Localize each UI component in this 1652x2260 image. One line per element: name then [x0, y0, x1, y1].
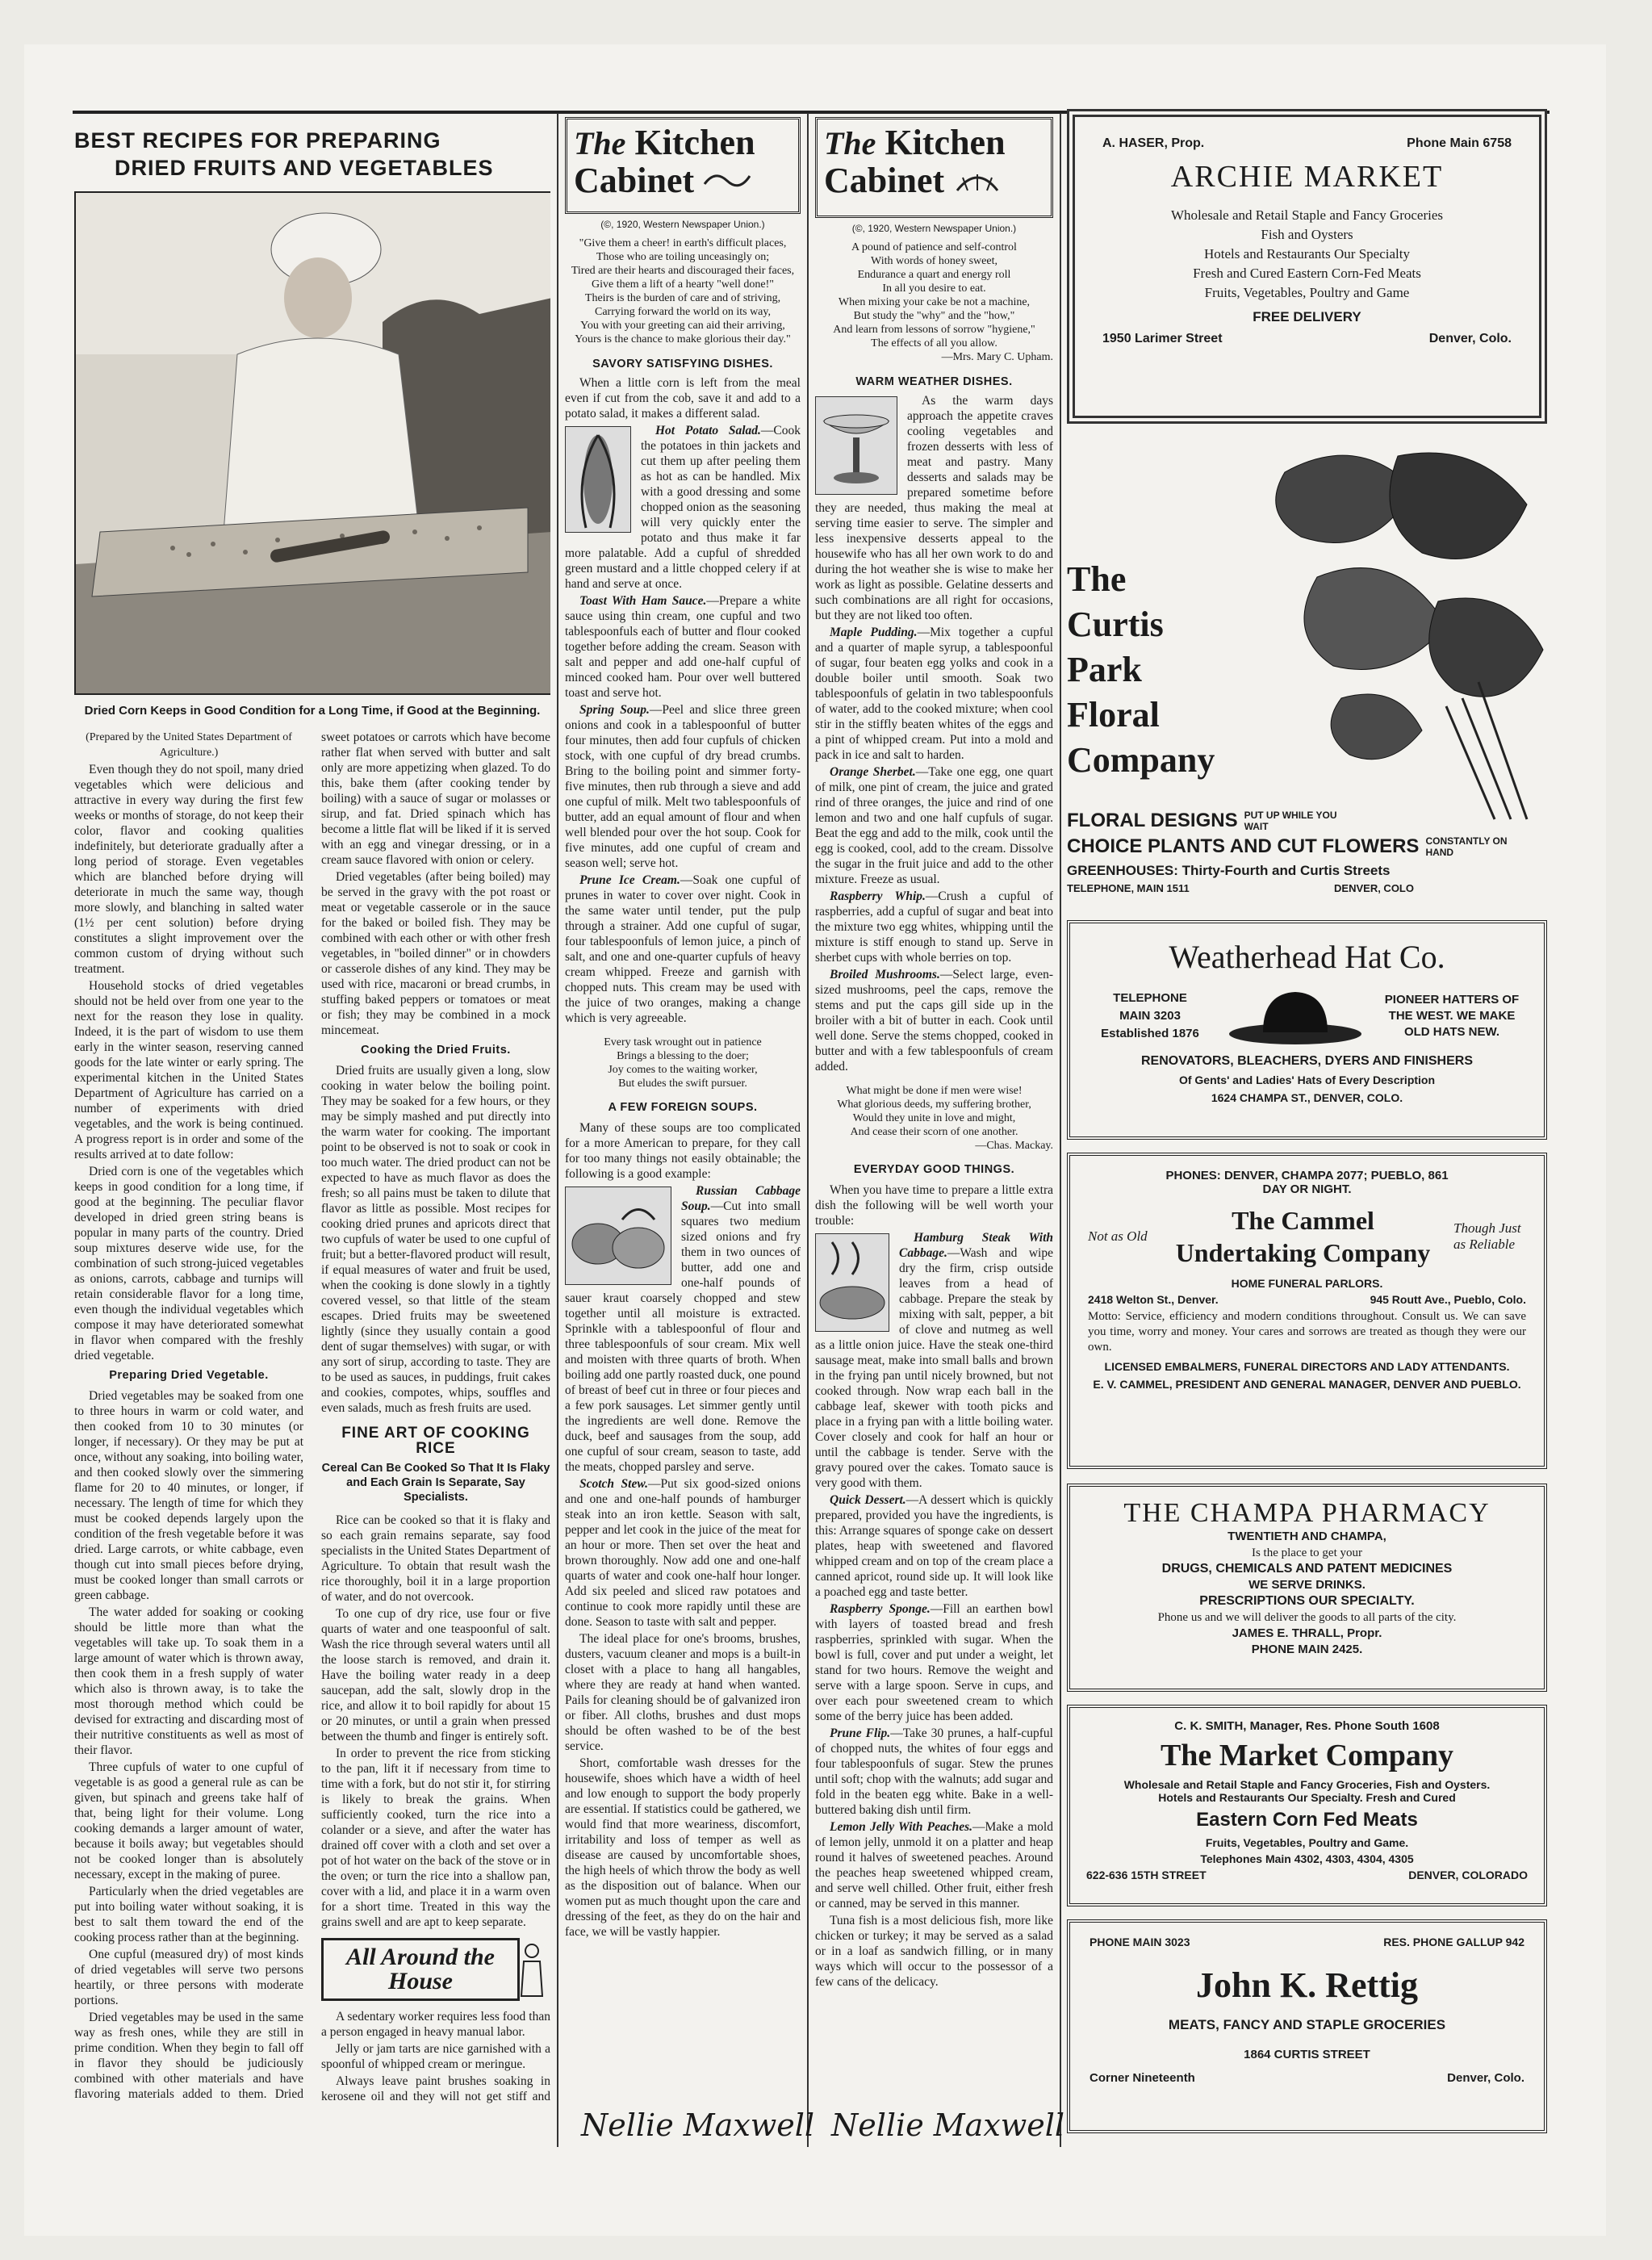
text-col4-p12: Tuna fish is a most delicious fish, more like chicken or turkey; it may be served as a salad or in a loaf as sandwich filling, or in many ways which will occur to the possessor of a few cans of the delicacy. — [815, 1914, 1053, 1989]
text-col1-around_p3: Always leave paint brushes soaking in kerosene oil and they will not get stiff and — [321, 2074, 550, 2103]
text-col1-headline2: DRIED FRUITS AND VEGETABLES — [115, 156, 494, 180]
text-col4-p3: —Take one egg, one quart of milk, one pint of cream, the juice and grated rind of three oranges, the juice and rind of one lemon and two and one half cupfuls of sugar. Beat the egg and add to the milk, cook until the egg is cooked, cool, add to the cream. Dissolve the sugar in the fruit juice and add to the other mixture. Freeze as usual. — [815, 765, 1053, 886]
article-body — [74, 730, 550, 2114]
text-ads-archie-line3: Hotels and Restaurants Our Specialty — [1204, 246, 1410, 262]
housewife-icon — [520, 1941, 544, 1998]
text-ads-curtis-city: DENVER, COLO — [1334, 882, 1414, 894]
text-col4-poem-2: Endurance a quart and energy roll — [857, 269, 1011, 281]
text-col4-poem-7: The effects of all you allow. — [871, 337, 997, 349]
text-col3-poem2-3: But eludes the swift pursuer. — [618, 1078, 747, 1090]
text-ads-cammel-though: Though Just as Reliable — [1453, 1220, 1521, 1252]
text-col4-poem-1: With words of honey sweet, — [871, 255, 997, 267]
text-col4-poem2-2: Would they unite in love and might, — [852, 1112, 1016, 1124]
text-ads-archie-line4: Fresh and Cured Eastern Corn-Fed Meats — [1193, 266, 1421, 281]
text-col3-p8: —Put six good-sized onions and one and one-half pounds of hamburger steak into an iron kettle. Season with salt, pepper and let cook in the juice of the meat for an hour or more. Then set over the heat and brown thoroughly. Now add one and one-half quarts of water and cook one-half hour longer. Add six peeled and sliced raw potatoes and continue to cook more rapidly until these are done. Season to taste with salt and pepper. — [565, 1477, 801, 1629]
text-col3-p4: —Peel and slice three green onions and cook in a tablespoonful of butter four minutes, then add four cupfuls of chicken stock, with one cupful of dry bread crumbs. Bring to the boiling point and simmer forty-five minutes, then rub through a sieve and add one cupful of milk. Melt two tablespoonfuls of butter, add an equal amount of flour and when well blended pour over the hot soup. Cook for five minutes, add one cupful of cream and season well; serve hot. — [565, 703, 801, 870]
steaming-dish-illustration — [815, 1233, 889, 1332]
column-rule — [807, 113, 809, 2147]
text-col3-poem-1: Those who are toiling unceasingly on; — [596, 251, 770, 263]
text-ads-rettig-street: 1864 CURTIS STREET — [1244, 2048, 1370, 2061]
text-ads-curtis-constantly: CONSTANTLY ON HAND — [1425, 835, 1508, 858]
text-col4-p1: As the warm days approach the appetite craves cooling vegetables and frozen desserts with less of meat and pastry. Many desserts and salads may be prepared sometime before they are needed, thus making the meal at serving time easier to serve. The simpler and less inexpensive desserts appeal to the housewife who has all her own work to do and during the hot weather she is wise to make her work as light as possible. Gelatine desserts and such combinations are all right for occasions, but they are not liked too often. — [815, 394, 1053, 622]
text-col4-copyright: (©, 1920, Western Newspaper Union.) — [851, 223, 1017, 234]
text-ads-curtis-greenhouses: GREENHOUSES: Thirty-Fourth and Curtis Streets — [1067, 863, 1391, 878]
text-col3-poem-3: Give them a lift of a hearty "well done!" — [591, 278, 775, 291]
text-ads-market-eastern: Eastern Corn Fed Meats — [1196, 1809, 1418, 1831]
text-col4-poem-6: And learn from lessons of sorrow "hygiene," — [833, 324, 1035, 336]
text-ads-cammel-addr2: 945 Routt Ave., Pueblo, Colo. — [1370, 1293, 1526, 1306]
signature-nellie-maxwell: Nellie Maxwell — [831, 2107, 1065, 2143]
article-headline — [74, 127, 550, 182]
soup-kettles-illustration — [565, 1186, 671, 1285]
text-col4-p10: —Take 30 prunes, a half-cupful of chopped nuts, the whites of four eggs and four tablespoonfuls of sugar. Stew the prunes until soft; chop with the walnuts; add sugar and fold in the beaten egg white. Bake in a well-buttered baking dish until firm. — [815, 1726, 1053, 1817]
text-ads-weatherhead-address: 1624 CHAMPA ST., DENVER, COLO. — [1211, 1091, 1403, 1104]
text-ads-archie-line5: Fruits, Vegetables, Poultry and Game — [1204, 285, 1410, 300]
photo-dried-corn — [74, 191, 550, 695]
text-col1-around_p2: Jelly or jam tarts are nice garnished with a spoonful of whipped cream or meringue. — [321, 2042, 550, 2071]
all-around-the-house-heading — [321, 1938, 550, 2001]
text-ads-rettig-meats: MEATS, FANCY AND STAPLE GROCERIES — [1168, 2017, 1446, 2032]
text-col4-p9_run: Raspberry Sponge. — [830, 1602, 931, 1616]
text-ads-market-address: 622-636 15TH STREET — [1086, 1869, 1207, 1881]
text-col3-poem2-0: Every task wrought out in patience — [604, 1036, 762, 1048]
text-col3-poem-0: "Give them a cheer! in earth's difficult places, — [579, 237, 787, 249]
rice-headline: FINE ART OF COOKING RICE — [341, 1425, 530, 1457]
text-col4-poem2-4: —Chas. Mackay. — [975, 1140, 1053, 1152]
text-col3-poem2-1: Brings a blessing to the doer; — [617, 1050, 749, 1062]
text-ads-curtis-designs: FLORAL DESIGNS — [1067, 810, 1238, 831]
text-col4-poem-0: A pound of patience and self-control — [851, 241, 1017, 253]
text-ads-archie-free: FREE DELIVERY — [1253, 309, 1361, 324]
text-col3-poem2-2: Joy comes to the waiting worker, — [608, 1064, 758, 1076]
recipes-body — [565, 375, 801, 1940]
text-col4-p2_run: Maple Pudding. — [830, 626, 918, 639]
text-col1-p1: Even though they do not spoil, many dried vegetables which were delicious and attractive in every way during the first few weeks or months of storage, do not keep their color, flavor and cooking qualities indefinitely, but deteriorate gradually after a long period of storage. Even vegetables which are blanched before drying will deteriorate in much the same way, though more slowly, and blanching in salted water (1½ per cent solution) before drying constitutes a slight improvement over the common custom of drying without such treatment. — [74, 763, 303, 976]
text-col3-copyright: (©, 1920, Western Newspaper Union.) — [600, 219, 765, 230]
text-col3-kc_title1: Kitchen — [885, 123, 1006, 162]
text-col4-p2: —Mix together a cupful and a quarter of maple syrup, a tablespoonful of sugar, four beaten egg yolks and cook in a double boiler until smooth. Soak two tablespoonfuls of gelatin in two tablespoonfuls of water, add to the cooked mixture; when cool stir in the stiffly beaten whites of the eggs and a pint of whipped cream. Put into a mold and pack in ice and salt to harden. — [815, 626, 1053, 762]
text-col4-p4: —Crush a cupful of raspberries, add a cupful of sugar and beat into the mixture two egg whites, whipping until the mixture is stiff enough to stand up. Serve in sherbet cups with whole berries on top. — [815, 889, 1053, 965]
scroll-ornament-icon — [703, 168, 751, 192]
text-ads-archie-line2: Fish and Oysters — [1261, 227, 1353, 242]
column-rule — [1060, 113, 1061, 2147]
corn-illustration — [565, 426, 631, 533]
text-col4-p11: —Make a mold of lemon jelly, unmold it on a platter and heap round it halves of sweetened peaches. Around the peaches heap sweetened whipped cream, and serve well chilled. Other fruit, either fresh or canned, may be served in this manner. — [815, 1820, 1053, 1911]
text-col4-head2: EVERYDAY GOOD THINGS. — [853, 1163, 1015, 1176]
text-col1-headline1: BEST RECIPES FOR PREPARING — [74, 128, 441, 153]
ad-cammel-undertaking — [1067, 1153, 1547, 1469]
photo-caption: Dried Corn Keeps in Good Condition for a Long Time, if Good at the Beginning. — [84, 704, 541, 718]
text-ads-market-name: The Market Company — [1160, 1739, 1454, 1772]
text-col3-p5_run: Prune Ice Cream. — [579, 873, 680, 887]
text-col1-around_title: All Around the House — [321, 1938, 520, 2001]
ad-john-rettig — [1067, 1919, 1547, 2133]
text-ads-archie-line1: Wholesale and Retail Staple and Fancy Groceries — [1170, 207, 1444, 223]
text-col3-p1: When a little corn is left from the meal even if cut from the cob, save it and add to a potato salad, it makes a different salad. — [565, 376, 801, 421]
text-ads-champa-prescriptions: PRESCRIPTIONS OUR SPECIALTY. — [1199, 1594, 1415, 1608]
text-col1-around_p1: A sedentary worker requires less food than a person engaged in heavy manual labor. — [321, 2010, 550, 2039]
text-ads-curtis-l4: Company — [1067, 740, 1215, 780]
text-ads-market-fruits: Fruits, Vegetables, Poultry and Game. — [1205, 1836, 1409, 1849]
text-col3-kc_the: The — [574, 125, 626, 161]
text-col3-p7: —Cut into small squares two medium sized onions and fry them in two ounces of butter, add one and one-half pounds of sauer kraut coarsely chopped and stew together until all moisture is extracted. Sprinkle with a tablespoonful of flour and three tablespoonfuls of sour cream. Mix well and moisten with three quarts of broth. When boiling add one partly roasted duck, one pound of breast of beef cut in three or four pieces and a few pork sausages. Let simmer gently until the ingredients are well done. Remove the duck, beef and sausages from the soup, add one cupful of sour cream, season to taste, add the meats, chopped parsley and serve. — [565, 1199, 801, 1474]
text-col4-p3_run: Orange Sherbet. — [830, 765, 916, 779]
text-col1-p9: Dried vegetables may be used in the same way as fresh ones, while they are still in prime condition. When they begin to fall off in flavor they should be judiciously combined with other materials and have flavoring materials added to them. Dried sweet potatoes or carrots which have become rather flat when served with butter and salt only are more appetizing when glazed. To do this, bake them (after cooking tender by boiling) with a sauce of sugar or molasses or sirup, and fat. Dried spinach which has become a little flat will be liked if it is served with an egg and vinegar dressing, or in a cream sauce flavored with onion or celery. — [74, 730, 550, 2101]
text-col3-p4_run: Spring Soup. — [579, 703, 650, 717]
text-ads-curtis-l1: Curtis — [1067, 605, 1164, 644]
text-ads-market-city: DENVER, COLORADO — [1408, 1869, 1528, 1881]
text-ads-archie-phone: Phone Main 6758 — [1407, 136, 1512, 150]
text-ads-champa-thrall: JAMES E. THRALL, Propr. — [1232, 1626, 1382, 1640]
text-col3-head2: A FEW FOREIGN SOUPS. — [608, 1101, 758, 1114]
text-col3-kc_title2: Cabinet — [824, 161, 945, 200]
text-col4-p5_run: Broiled Mushrooms. — [830, 968, 940, 981]
text-ads-curtis-l2: Park — [1067, 650, 1142, 689]
text-ads-champa-drinks: WE SERVE DRINKS. — [1248, 1578, 1366, 1592]
poem — [815, 241, 1053, 364]
text-ads-curtis-putup: PUT UP WHILE YOU WAIT — [1244, 810, 1337, 832]
ad-champa-pharmacy — [1067, 1484, 1547, 1692]
text-ads-weatherhead-pioneer: PIONEER HATTERS OF THE WEST. WE MAKE OLD HATS NEW. — [1384, 992, 1520, 1039]
column-rule — [557, 113, 558, 2147]
text-col3-p10: Short, comfortable wash dresses for the housewife, shoes which have a width of heel and low enough to support the body properly are essential. If statistics could be gathered, we would find that more weariness, discomfort, irritability and loss of temper as well as disease are caused by uncomfortable shoes, the high heels of which throw the body as well as the disposition out of balance. When our women put as much thought upon the care and dressing of the feet, as they do on the hair and face, we will be vastly happier. — [565, 1756, 801, 1939]
text-ads-weatherhead-of: Of Gents' and Ladies' Hats of Every Description — [1178, 1074, 1436, 1086]
text-ads-cammel-addr1: 2418 Welton St., Denver. — [1088, 1293, 1219, 1306]
text-ads-curtis-telephone: TELEPHONE, MAIN 1511 — [1067, 882, 1190, 894]
text-col3-poem-5: Carrying forward the world on its way, — [595, 306, 771, 318]
text-col1-p5: The water added for soaking or cooking should be little more than what the vegetables will take up. To soak them in a large amount of water which is thrown away, then cook them in a fresh supply of water which also is thrown away, is to take the most thorough method which could be devised for extracting and discarding most of their nutritive constituents as well as most of their flavor. — [74, 1605, 303, 1757]
text-col4-poem2-0: What might be done if men were wise! — [846, 1085, 1023, 1097]
text-col1-p3: Dried corn is one of the vegetables which keeps in good condition for a long time, if good at the beginning. The peculiar flavor developed in dried green string beans is popular in many parts of the country. Dried soup mixtures deserve wide use, for the combination of such strong-juiced vegetables as onions, carrots, cabbage and turnips will retain considerable flavor for a long time, even though the individual vegetables which compose it may have deteriorated somewhat in flavor when compared with the freshly dried vegetable. — [74, 1165, 303, 1362]
text-ads-weatherhead-telephone: TELEPHONE — [1113, 990, 1187, 1005]
text-ads-rettig-phone: PHONE MAIN 3023 — [1089, 1936, 1190, 1948]
text-col1-p2: Household stocks of dried vegetables should not be held over from one year to the next for the reason they lose in quality. Indeed, it is the part of wisdom to use them early in the winter season, reserving canned goods for the late winter or early spring. The experimental kitchen in the United States Department of Agriculture has carried on a number of experiments with dried vegetables, and the work is being continued. A progress report is in order and some of the results arrived at to date follow: — [74, 979, 303, 1161]
text-col4-head1: WARM WEATHER DISHES. — [855, 375, 1013, 388]
text-ads-cammel-phones: PHONES: DENVER, CHAMPA 2077; PUEBLO, 861 — [1165, 1169, 1449, 1182]
text-col3-kc_title1: Kitchen — [634, 123, 755, 162]
text-ads-market-line1: Wholesale and Retail Staple and Fancy Groceries, Fish and Oysters. — [1123, 1778, 1491, 1791]
text-col4-p10_run: Prune Flip. — [830, 1726, 891, 1740]
text-ads-market-telephones: Telephones Main 4302, 4303, 4304, 4305 — [1200, 1852, 1414, 1865]
text-col3-p6: Many of these soups are too complicated for a more American to prepare, for they call for too many things not easily obtainable; the following is a good example: — [565, 1121, 801, 1181]
text-col4-p7_run: Hamburg Steak With Cabbage. — [899, 1231, 1053, 1260]
text-col4-p7: —Wash and wipe dry the firm, crisp outside leaves from a head of cabbage. Prepare the steak by mixing with salt, pepper, a bit of clove and nutmeg as well as a little onion juice. Have the steak one-third sausage meat, make into small balls and brown in the frying pan until nicely browned, but not cooked through. Now wrap each ball in the cabbage leaf, skewer with tooth picks and place in a frying pan with a little boiling water. Cover closely and cook for half an hour or until the cabbage is tender. Serve with the gravy poured over the cakes. Tomato sauce is very good with them. — [815, 1246, 1053, 1490]
text-ads-champa-twentieth: TWENTIETH AND CHAMPA, — [1227, 1530, 1386, 1543]
hat-icon — [1227, 986, 1364, 1046]
text-col4-p9: —Fill an earthen bowl with layers of toasted bread and fresh raspberries, sprinkled with sugar. When the bowl is full, cover and put under a weight, let stand for two hours. Remove the weight and serve with a large spoon. Serve in cups, and over each pour sweetened cream to which some of the berry juice has been added. — [815, 1602, 1053, 1723]
text-ads-cammel-president: E. V. CAMMEL, PRESIDENT AND GENERAL MANAGER, DENVER AND PUEBLO. — [1093, 1378, 1521, 1391]
text-col4-poem-5: But study the "why" and the "how," — [853, 310, 1015, 322]
text-col3-p9: The ideal place for one's brooms, brushes, dusters, vacuum cleaner and mops is a built-in closet with a place to hang all hangables, where they are ready at hand when wanted. Pails for cleaning should be of galvanized iron or fiber. All cloths, brushes and dust mops should be often washed to be of the best service. — [565, 1632, 801, 1753]
text-ads-weatherhead-name: Weatherhead Hat Co. — [1169, 939, 1445, 975]
text-ads-market-manager: C. K. SMITH, Manager, Res. Phone South 1608 — [1174, 1719, 1440, 1733]
text-col3-p8_run: Scotch Stew. — [579, 1477, 648, 1491]
text-col3-poem-7: Yours is the chance to make glorious their day." — [575, 333, 791, 345]
ad-curtis-park-floral — [1067, 440, 1547, 904]
text-col4-poem-4: When mixing your cake be not a machine, — [838, 296, 1031, 308]
text-col3-p3: —Prepare a white sauce using thin cream, one cupful and two tablespoonfuls each of butter and flour cooked together before adding the cream. Season with salt and pepper and add one-half cupful of minced cooked ham. Pour over well buttered toast and serve hot. — [565, 594, 801, 700]
text-col3-p5: —Soak one cupful of prunes in water to cover over night. Cook in the same water until tender, put the pulp through a strainer. Add one cupful of sugar, four tablespoonfuls of lemon juice, a pinch of salt, and one and one-quarter cupfuls of heavy cream whipped. Freeze and garnish with chopped nuts. This cream may be used with the juice of two oranges, making a change which is very agreeable. — [565, 873, 801, 1025]
text-ads-rettig-name: John K. Rettig — [1196, 1965, 1418, 2005]
ad-market-company — [1067, 1705, 1547, 1906]
text-ads-cammel-not: Not as Old — [1088, 1228, 1148, 1244]
article-kitchen-cabinet-2 — [815, 117, 1053, 2143]
text-col1-p10: Dried vegetables (after being boiled) may be served in the gravy with the pot roast or meat or vegetable casserole or in the sauce for the baked or boiled fish. They may be combined with each other or with other fresh vegetables, in "boiled dinner" or in chowders or casserole dishes of any kind. They may be used with rice, macaroni or bread crumbs, in stuffing baked peppers or tomatoes or meat or fish; they may be combined in a mock mincemeat. — [321, 870, 550, 1037]
text-col3-kc_title2: Cabinet — [574, 161, 695, 200]
text-ads-curtis-l3: Floral — [1067, 695, 1160, 734]
text-col4-poem-8: —Mrs. Mary C. Upham. — [941, 351, 1053, 363]
text-ads-curtis-the: The — [1067, 559, 1127, 599]
woman-drying-corn-illustration — [76, 193, 550, 693]
text-col4-poem2-3: And cease their scorn of one another. — [850, 1126, 1018, 1138]
text-col3-p7_run: Russian Cabbage Soup. — [681, 1184, 801, 1213]
text-col1-sub2: Cooking the Dried Fruits. — [361, 1044, 511, 1057]
poem — [565, 236, 801, 346]
text-ads-champa-place: Is the place to get your — [1251, 1546, 1363, 1559]
text-col4-p5: —Select large, even-sized mushrooms, peel the caps, remove the stems and put the caps gill side up in the broiler with a bit of butter in each. Cook until well done. Serve the stems chopped, cooked in butter and with a few tablespoonfuls of cream added. — [815, 968, 1053, 1074]
ad-archie-market — [1067, 109, 1547, 424]
text-col4-p6: When you have time to prepare a little extra dish the following will be well worth your trouble: — [815, 1183, 1053, 1228]
article-kitchen-cabinet-1 — [565, 117, 801, 2143]
text-col3-poem-6: You with your greeting can aid their arriving, — [580, 320, 785, 332]
text-col1-p7: Particularly when the dried vegetables are put into boiling water without soaking, it is best to salt them toward the end of the cooking process rather than at the beginning. — [74, 1885, 303, 1944]
text-ads-champa-drugs: DRUGS, CHEMICALS AND PATENT MEDICINES — [1161, 1562, 1453, 1576]
text-ads-cammel-home: HOME FUNERAL PARLORS. — [1231, 1277, 1383, 1290]
fan-ornament-icon — [953, 168, 1002, 192]
text-col3-kc_the: The — [824, 125, 876, 161]
article-dried-fruits — [74, 117, 550, 2135]
text-ads-curtis-choice: CHOICE PLANTS AND CUT FLOWERS — [1067, 835, 1420, 857]
text-ads-weatherhead-main: MAIN 3203 — [1119, 1008, 1181, 1023]
kitchen-cabinet-logo — [565, 117, 801, 214]
text-ads-champa-name: THE CHAMPA PHARMACY — [1123, 1498, 1491, 1528]
text-col1-sub1: Preparing Dried Vegetable. — [109, 1369, 269, 1382]
text-ads-cammel-daynight: DAY OR NIGHT. — [1262, 1182, 1352, 1196]
text-ads-weatherhead-renovators: RENOVATORS, BLEACHERS, DYERS AND FINISHERS — [1140, 1054, 1473, 1068]
text-ads-weatherhead-established: Established 1876 — [1101, 1026, 1199, 1040]
text-col4-poem-3: In all you desire to eat. — [882, 282, 986, 295]
text-ads-rettig-res: RES. PHONE GALLUP 942 — [1383, 1936, 1524, 1948]
text-col1-p8: One cupful (measured dry) of most kinds of dried vegetables will serve two persons heartily, or three persons with moderate portions. — [74, 1948, 303, 2007]
text-ads-champa-phone_us: Phone us and we will deliver the goods to all parts of the city. — [1157, 1611, 1457, 1624]
text-ads-cammel-name2: Undertaking Company — [1175, 1238, 1431, 1267]
text-ads-archie-city: Denver, Colo. — [1428, 332, 1512, 345]
signature-nellie-maxwell: Nellie Maxwell — [581, 2107, 815, 2143]
text-col3-head1: SAVORY SATISFYING DISHES. — [592, 358, 773, 370]
text-col4-p11_run: Lemon Jelly With Peaches. — [830, 1820, 973, 1834]
text-ads-archie-address: 1950 Larimer Street — [1102, 332, 1223, 345]
text-col1-rice_p2: To one cup of dry rice, use four or five quarts of water and one teaspoonful of salt. Wash the rice through several waters until all the loose starch is removed, and drain it. Have the boiling water ready in a deep saucepan, add the salt, slowly drop in the rice, and allow it to boil rapidly for about 15 or 20 minutes, or until a grain when pressed between the thumb and finger is entirely soft. — [321, 1607, 550, 1743]
text-col1-p11: Dried fruits are usually given a long, slow cooking in water below the boiling point. They may be soaked for a few hours, or they may be simply mashed and put directly into the warm water for cooking. The important point to be observed is not to soak or cook in too much water. The dried product can not be expected to have as much flavor as does the fresh; so all pains must be taken to dilute that flavor as little as possible. Most recipes for cooking dried prunes and apricots direct that two cupfuls of water be used to one cupful of fruit; but a better-flavored product will result, if equal measures of water and fruit be used, when the cooking is done slowly in a tightly covered vessel, so that little of the steam escapes. Dried fruits may be sweetened lightly (since they usually contain a good dent of sugar themselves) with sugar, or with any sort of sirup, according to taste. They are to be used as sauces, in puddings, fruit cakes and cookies, compotes, whips, souffles and even salads, much as fresh fruits are used. — [321, 1064, 550, 1415]
sherbet-glass-illustration — [815, 396, 897, 495]
text-ads-cammel-licensed: LICENSED EMBALMERS, FUNERAL DIRECTORS AND LADY ATTENDANTS. — [1104, 1360, 1510, 1373]
text-col4-p8_run: Quick Dessert. — [830, 1493, 906, 1507]
text-col3-poem-4: Theirs is the burden of care and of striving, — [584, 292, 781, 304]
text-col3-p2_run: Hot Potato Salad. — [655, 424, 761, 437]
ad-weatherhead-hat — [1067, 920, 1547, 1140]
text-col3-p2: —Cook the potatoes in thin jackets and cut them up after peeling them as hot as can be handled. Mix with a good dressing and some chopped onion as the seasoning will very quickly enter the potato and thus make it far more palatable. Add a cupful of shredded green mustard and a little chopped celery if at hand and serve at once. — [565, 424, 801, 591]
text-col1-p4: Dried vegetables may be soaked from one to three hours in warm or cold water, and then cooked from 10 to 30 minutes (or longer, if necessary). Or they may be put at once, without any soaking, into boiling water, and then cooked slowly over the simmering flame for 20 to 40 minutes, or longer, if necessary. The length of time for which they must be cooked depends largely upon the condition of the fresh vegetable before it was dried. Large carrots, or white cabbage, even though cut into small pieces before drying, must be cooked longer than small carrots or green cabbage. — [74, 1389, 303, 1602]
text-col1-rice_p1: Rice can be cooked so that it is flaky and so each grain remains separate, say food specialists in the United States Department of Agriculture. To obtain that result wash the rice thoroughly, boil it in a large proportion of water, and do not overcook. — [321, 1513, 550, 1604]
text-ads-cammel-name1: The Cammel — [1232, 1206, 1374, 1235]
text-col3-p3_run: Toast With Ham Sauce. — [579, 594, 707, 608]
kitchen-cabinet-logo — [815, 117, 1053, 218]
rice-deck: Cereal Can Be Cooked So That It Is Flaky and Each Grain Is Separate, Say Specialists. — [321, 1462, 550, 1504]
text-ads-market-line2: Hotels and Restaurants Our Specialty. Fresh and Cured — [1158, 1791, 1456, 1804]
text-col1-prepared: (Prepared by the United States Department of Agriculture.) — [86, 731, 292, 759]
text-col3-poem-2: Tired are their hearts and discouraged their faces, — [571, 265, 795, 277]
flower-bouquet-illustration — [1236, 440, 1547, 827]
text-ads-champa-phone: PHONE MAIN 2425. — [1251, 1643, 1363, 1656]
text-col4-p4_run: Raspberry Whip. — [830, 889, 926, 903]
text-ads-archie-name: ARCHIE MARKET — [1170, 160, 1444, 194]
text-col1-rice_p3: In order to prevent the rice from sticking to the pan, lift it if necessary from time to time with a fork, but do not stir it, for stirring is likely to break the grains. When sufficiently cooked, turn the rice into a colander or a sieve, and after the water has drained off cover with a cloth and set over a pot of hot water on the back of the stove or in the oven; or turn the rice into a shallow pan, cover with a lid, and place it in a warm oven for a short time. Treated in this way the grains swell and are apt to keep separate. — [321, 1747, 550, 1929]
text-col4-p8: —A dessert which is quickly prepared, provided you have the ingredients, is this: Arrange squares of sponge cake on dessert plates, heap with sweetened and flavored whipped cream and on top of the cream place a canned apricot, round side up. It will look like a poached egg and taste better. — [815, 1493, 1053, 1599]
text-col4-poem2-1: What glorious deeds, my suffering brother, — [837, 1099, 1031, 1111]
text-col1-p6: Three cupfuls of water to one cupful of vegetable is as good a general rule as can be given, but spinach and greens take half of that, being light for their volume. Long cooking demands a larger amount of water, because it boils away; but vegetables should not be cooked longer than is absolutely necessary, except in the making of puree. — [74, 1760, 303, 1881]
text-ads-cammel-motto: Motto: Service, efficiency and modern conditions throughout. Consult us. We can save you time, worry and money. Your cares and sorrows are treated as though they were our own. — [1088, 1310, 1526, 1354]
text-ads-rettig-corner: Corner Nineteenth — [1089, 2071, 1195, 2085]
recipes-body — [815, 393, 1053, 1990]
text-ads-rettig-city: Denver, Colo. — [1447, 2071, 1524, 2085]
text-ads-archie-prop: A. HASER, Prop. — [1102, 136, 1205, 150]
